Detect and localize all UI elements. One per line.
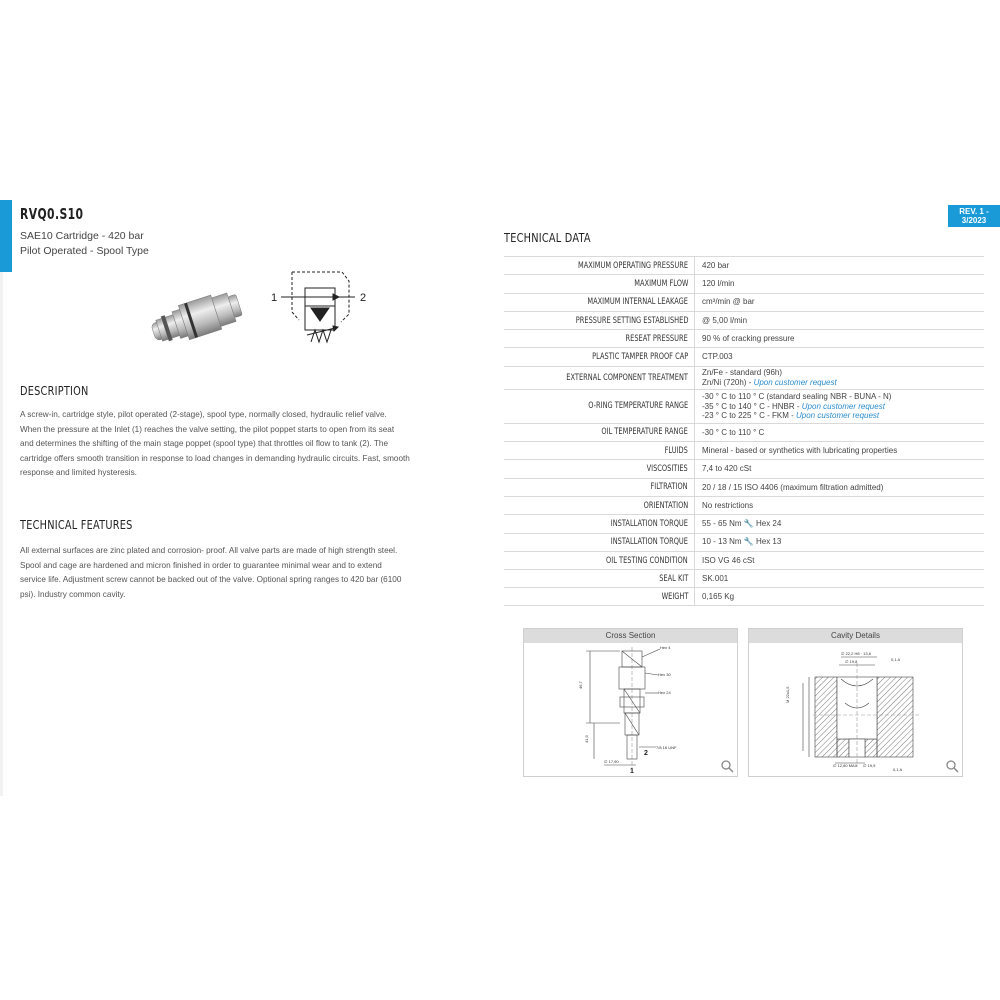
upon-request-link[interactable]: Upon customer request bbox=[795, 411, 880, 421]
svg-text:∅ 17,90: ∅ 17,90 bbox=[604, 759, 619, 764]
spec-key: INSTALLATION TORQUE bbox=[610, 537, 688, 548]
spec-value: 7,4 to 420 cSt bbox=[702, 464, 752, 474]
svg-text:∅ 19,8: ∅ 19,8 bbox=[845, 659, 858, 664]
description-text: A screw-in, cartridge style, pilot operated (2-stage), spool type, normally closed, hydraulic relief valve. When the pressure at the Inlet (1) reaches the valve setting, the pilot poppet starts to open from its seat and determines the shifting of the main stage poppet (spool type) that throttles oil flow to tank (2). The cartridge offers smooth transition in response to load changes in demanding hydraulic circuits. Fast, smooth response and limited hysteresis. bbox=[20, 410, 410, 477]
spec-key: OIL TEMPERATURE RANGE bbox=[601, 427, 688, 438]
spec-value: -23 ° C to 225 ° C - FKM - bbox=[702, 411, 796, 421]
subtitle-cartridge: SAE10 Cartridge - 420 bar bbox=[20, 230, 144, 242]
upon-request-link[interactable]: Upon customer request bbox=[801, 401, 885, 411]
svg-text:2: 2 bbox=[644, 750, 648, 757]
spec-value: 90 % of cracking pressure bbox=[702, 334, 795, 344]
left-rule bbox=[0, 200, 3, 796]
table-row bbox=[504, 478, 984, 496]
cross-section-panel[interactable] bbox=[523, 628, 738, 777]
svg-text:46,7: 46,7 bbox=[578, 681, 583, 689]
accent-marker bbox=[0, 200, 12, 272]
spec-value: 0,165 Kg bbox=[702, 591, 735, 601]
svg-text:M 22x1,5: M 22x1,5 bbox=[785, 686, 790, 703]
spec-key: ORIENTATION bbox=[643, 500, 688, 511]
table-row bbox=[504, 514, 984, 532]
spec-value: CTP.003 bbox=[702, 352, 733, 362]
spec-value: -30 ° C to 110 ° C bbox=[702, 427, 765, 437]
hydraulic-symbol-icon bbox=[281, 272, 355, 342]
spec-value: 55 - 65 Nm 🔧 Hex 24 bbox=[702, 519, 782, 529]
spec-key: PRESSURE SETTING ESTABLISHED bbox=[575, 315, 688, 326]
svg-text:Hex 24: Hex 24 bbox=[658, 690, 671, 695]
technical-data-title: TECHNICAL DATA bbox=[504, 230, 591, 245]
spec-key: RESEAT PRESSURE bbox=[625, 333, 688, 344]
table-row bbox=[504, 311, 984, 329]
spec-value: @ 5,00 l/min bbox=[702, 315, 748, 325]
svg-text:1: 1 bbox=[630, 768, 634, 775]
table-row bbox=[504, 551, 984, 569]
subtitle-type: Pilot Operated - Spool Type bbox=[20, 245, 149, 257]
spec-key: O-RING TEMPERATURE RANGE bbox=[587, 401, 688, 412]
spec-key: MAXIMUM OPERATING PRESSURE bbox=[578, 260, 688, 271]
revision-badge: REV. 1 - 3/2023 bbox=[948, 205, 1000, 227]
features-title: TECHNICAL FEATURES bbox=[20, 517, 133, 532]
spec-value: Zn/Ni (720h) - bbox=[702, 377, 754, 387]
table-row bbox=[504, 441, 984, 459]
table-row bbox=[504, 347, 984, 365]
spec-key: EXTERNAL COMPONENT TREATMENT bbox=[566, 372, 688, 383]
svg-text:Hex 30: Hex 30 bbox=[658, 672, 671, 677]
technical-data-table bbox=[504, 256, 984, 606]
spec-key: VISCOSITIES bbox=[646, 464, 688, 475]
cavity-details-panel[interactable] bbox=[748, 628, 963, 777]
table-row bbox=[504, 293, 984, 311]
table-row bbox=[504, 256, 984, 274]
table-row bbox=[504, 423, 984, 441]
cavity-details-title: Cavity Details bbox=[749, 629, 962, 643]
product-illustration bbox=[145, 268, 375, 368]
spec-key: WEIGHT bbox=[661, 591, 688, 602]
table-row bbox=[504, 459, 984, 477]
spec-value: ISO VG 46 cSt bbox=[702, 555, 755, 565]
spec-value: Mineral - based or synthetics with lubricating properties bbox=[702, 445, 898, 455]
svg-text:0,1 A: 0,1 A bbox=[893, 767, 903, 772]
spec-key: INSTALLATION TORQUE bbox=[610, 518, 688, 529]
product-code: RVQ0.S10 bbox=[20, 205, 84, 223]
svg-text:0,1 A: 0,1 A bbox=[891, 657, 901, 662]
spec-value: 10 - 13 Nm 🔧 Hex 13 bbox=[702, 537, 782, 547]
table-row bbox=[504, 329, 984, 347]
table-row bbox=[504, 496, 984, 514]
zoom-icon[interactable] bbox=[720, 759, 734, 773]
svg-text:∅ 12,80 MAX: ∅ 12,80 MAX bbox=[833, 763, 858, 768]
spec-key: FILTRATION bbox=[650, 482, 688, 493]
table-row bbox=[504, 274, 984, 292]
cartridge-valve-image bbox=[148, 288, 245, 350]
svg-text:41,9: 41,9 bbox=[584, 735, 589, 743]
table-row bbox=[504, 389, 984, 423]
table-row bbox=[504, 569, 984, 587]
spec-key: FLUIDS bbox=[664, 445, 688, 456]
spec-value: -35 ° C to 140 ° C - HNBR - bbox=[702, 401, 802, 411]
spec-value: -30 ° C to 110 ° C (standard sealing NBR - BUNA - N) bbox=[702, 392, 892, 402]
table-row bbox=[504, 533, 984, 551]
datasheet bbox=[0, 200, 1000, 796]
spec-key: OIL TESTING CONDITION bbox=[606, 555, 688, 566]
svg-text:Hex 4: Hex 4 bbox=[660, 645, 671, 650]
spec-value: cm³/min @ bar bbox=[702, 297, 755, 307]
svg-text:7/8 16 UNF: 7/8 16 UNF bbox=[656, 745, 677, 750]
spec-key: PLASTIC TAMPER PROOF CAP bbox=[591, 352, 688, 363]
spec-key: MAXIMUM INTERNAL LEAKAGE bbox=[587, 297, 688, 308]
table-row bbox=[504, 587, 984, 605]
upon-request-link[interactable]: Upon customer request bbox=[753, 377, 837, 387]
zoom-icon[interactable] bbox=[945, 759, 959, 773]
spec-value: 20 / 18 / 15 ISO 4406 (maximum filtration admitted) bbox=[702, 482, 884, 492]
features-text: All external surfaces are zinc plated and corrosion- proof. All valve parts are made of high strength steel. Spool and cage are hardened and micron finished in order to guarantee minimal wear and to extend service life. Adjustment screw cannot be backed out of the valve. Optional spring ranges to 420 bar (6100 psi). Industry common cavity. bbox=[20, 546, 402, 599]
cross-section-title: Cross Section bbox=[524, 629, 737, 643]
description-title: DESCRIPTION bbox=[20, 383, 89, 398]
port-2-label: 2 bbox=[360, 292, 367, 304]
cross-section-drawing bbox=[524, 643, 737, 776]
spec-value: Zn/Fe - standard (96h) bbox=[702, 368, 783, 378]
svg-text:∅ 22,2 H8 · 13,6: ∅ 22,2 H8 · 13,6 bbox=[841, 651, 871, 656]
spec-value: SK.001 bbox=[702, 574, 729, 584]
table-row bbox=[504, 366, 984, 389]
spec-value: 120 l/min bbox=[702, 279, 735, 289]
spec-key: MAXIMUM FLOW bbox=[633, 278, 688, 289]
port-1-label: 1 bbox=[271, 292, 278, 304]
svg-text:∅ 19,9: ∅ 19,9 bbox=[863, 763, 876, 768]
spec-value: 420 bar bbox=[702, 260, 730, 270]
spec-key: SEAL KIT bbox=[658, 573, 688, 584]
spec-value: No restrictions bbox=[702, 500, 754, 510]
cavity-details-drawing bbox=[749, 643, 962, 776]
